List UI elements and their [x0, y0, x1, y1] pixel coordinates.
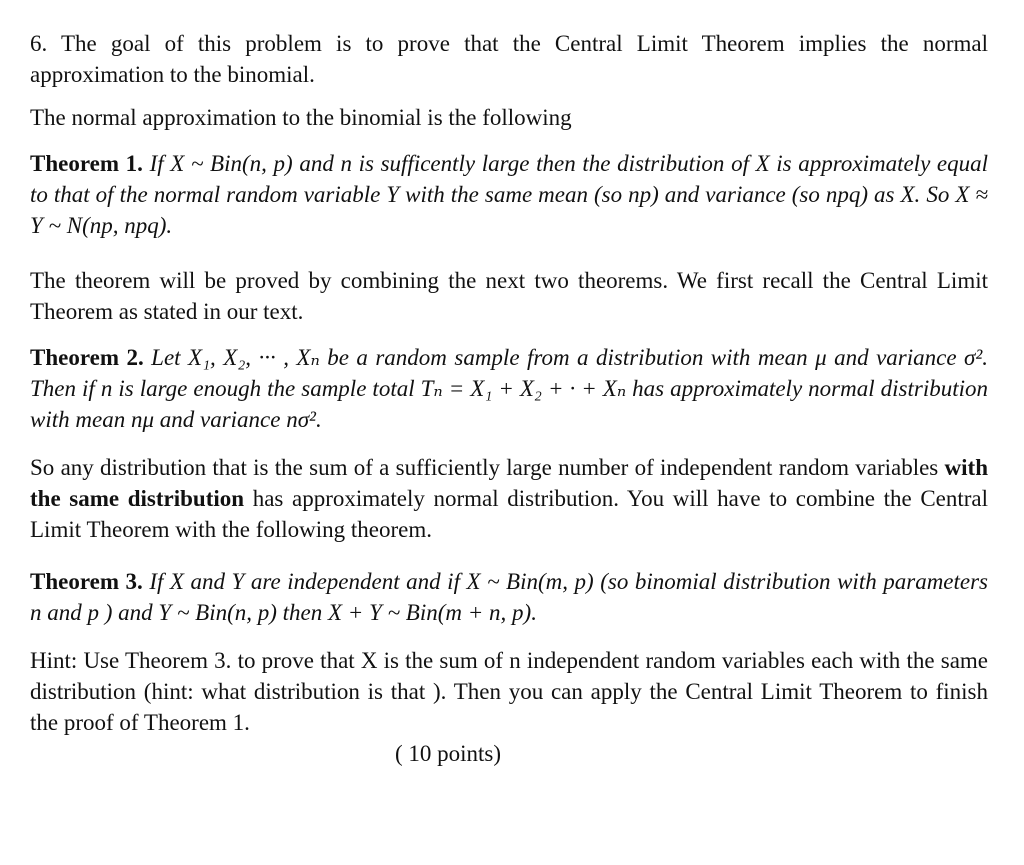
theorem-1: [30, 148, 988, 241]
theorem-3-body: If X and Y are independent and if X ~ Bin(m, p) (so binomial distribution with parameters n and p ) and Y ~ Bin(n, p) then X + Y ~ Bin(m + n, p).: [30, 569, 989, 625]
theorem-3: [30, 566, 988, 628]
points-label: ( 10 points): [394, 741, 502, 766]
discussion-part-1: So any distribution that is the sum of a sufficiently large number of independent random variables: [30, 455, 939, 480]
theorem-1-body: If X ~ Bin(n, p) and n is sufficently large then the distribution of X is approximately equal to that of the normal random variable Y with the same mean (so np) and variance (so npq) as X. So X ≈ Y ~ N(np, npq).: [30, 151, 989, 238]
discussion-emphasis: with the same distribution: [30, 455, 988, 511]
theorem-2: [30, 342, 988, 435]
discussion-part-2: has approximately normal distribution. You will have to combine the Central Limit Theorem with the following theorem.: [30, 486, 989, 542]
theorem-3-label: Theorem 3.: [30, 569, 143, 594]
hint-paragraph: Hint: Use Theorem 3. to prove that X is the sum of n independent random variables each with the same distribution (hint: what distribution is that ). Then you can apply the Central Limit Theorem to finish the proof of Theorem 1.: [30, 648, 988, 735]
discussion-paragraph: [30, 452, 988, 545]
bridge-paragraph: The theorem will be proved by combining the next two theorems. We first recall the Central Limit Theorem as stated in our text.: [30, 268, 988, 324]
theorem-1-label: Theorem 1.: [30, 151, 143, 176]
theorem-2-body: Let X₁, X₂, ··· , Xₙ be a random sample from a distribution with mean μ and variance σ². Then if n is large enough the sample total Tₙ = X₁ + X₂ + · + Xₙ has approximately normal distribution with mean nμ and variance nσ².: [30, 345, 988, 432]
theorem-2-label: Theorem 2.: [30, 345, 144, 370]
problem-intro: 6. The goal of this problem is to prove that the Central Limit Theorem implies the normal approximation to the binomial.: [30, 31, 988, 87]
problem-lead: The normal approximation to the binomial is the following: [30, 105, 572, 130]
